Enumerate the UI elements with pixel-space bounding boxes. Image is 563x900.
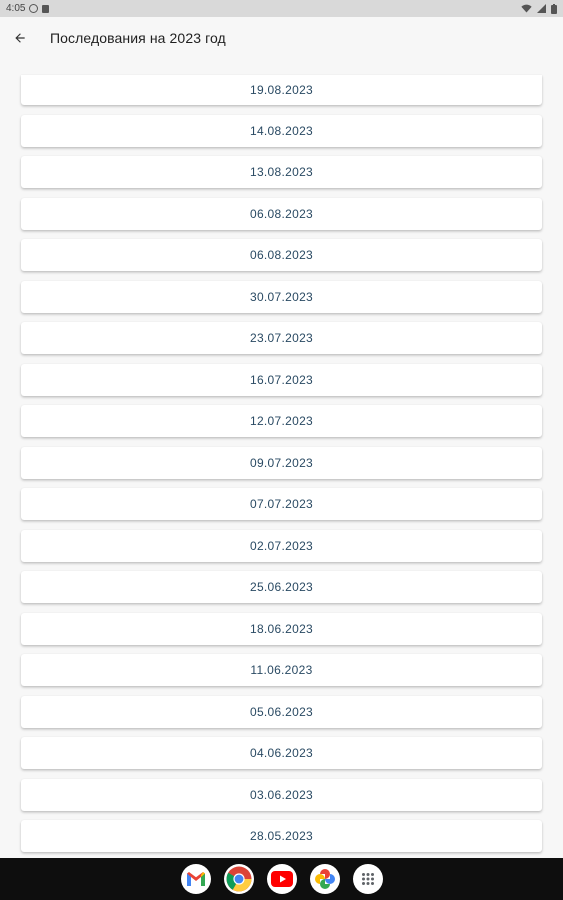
date-label: 18.06.2023 [249,621,314,636]
date-card[interactable] [21,239,542,271]
date-card[interactable] [21,281,542,313]
date-card[interactable] [21,156,542,188]
date-card[interactable] [21,75,542,105]
date-label: 06.08.2023 [249,206,314,221]
date-card[interactable] [21,447,542,479]
date-card[interactable] [21,613,542,645]
date-label: 25.06.2023 [249,580,314,594]
date-card[interactable] [21,571,542,603]
date-card[interactable] [21,115,542,147]
date-label: 11.06.2023 [250,663,313,677]
taskbar-dock [0,858,563,900]
date-card[interactable] [21,364,542,396]
app-drawer-icon[interactable] [353,864,383,894]
youtube-icon[interactable] [267,864,297,894]
date-card[interactable] [21,530,542,562]
play-store-notification-icon [29,4,38,13]
date-label: 19.08.2023 [249,83,314,97]
chrome-icon[interactable] [224,864,254,894]
date-card[interactable] [21,405,542,437]
battery-icon [551,4,557,14]
date-card[interactable] [21,654,542,686]
page-title: Последования на 2023 год [50,30,226,46]
date-card[interactable] [21,820,542,852]
date-list [21,75,542,862]
back-button[interactable] [0,17,40,59]
date-label: 07.07.2023 [249,497,314,511]
wifi-icon [521,4,532,13]
date-card[interactable] [21,696,542,728]
date-label: 14.08.2023 [249,123,314,138]
photos-icon[interactable] [310,864,340,894]
date-label: 28.05.2023 [249,829,314,843]
date-card[interactable] [21,198,542,230]
date-label: 30.07.2023 [249,289,314,304]
date-card[interactable] [21,322,542,354]
arrow-back-icon [13,31,27,45]
date-label: 06.08.2023 [249,248,314,262]
date-label: 04.06.2023 [249,746,314,760]
status-time: 4:05 [6,3,26,14]
date-label: 12.07.2023 [249,414,314,428]
date-label: 23.07.2023 [249,331,314,345]
date-card[interactable] [21,779,542,811]
status-right [521,4,557,14]
sd-card-icon [42,5,49,13]
date-label: 05.06.2023 [249,704,314,719]
date-card[interactable] [21,488,542,520]
gmail-icon[interactable] [181,864,211,894]
status-left [6,3,49,14]
date-card[interactable] [21,737,542,769]
signal-icon [537,4,546,13]
date-label: 03.06.2023 [249,787,314,802]
date-label: 02.07.2023 [249,538,314,553]
status-bar [0,0,563,17]
date-label: 09.07.2023 [249,455,314,470]
app-bar [0,17,563,59]
date-label: 16.07.2023 [249,372,314,387]
date-label: 13.08.2023 [249,165,314,179]
